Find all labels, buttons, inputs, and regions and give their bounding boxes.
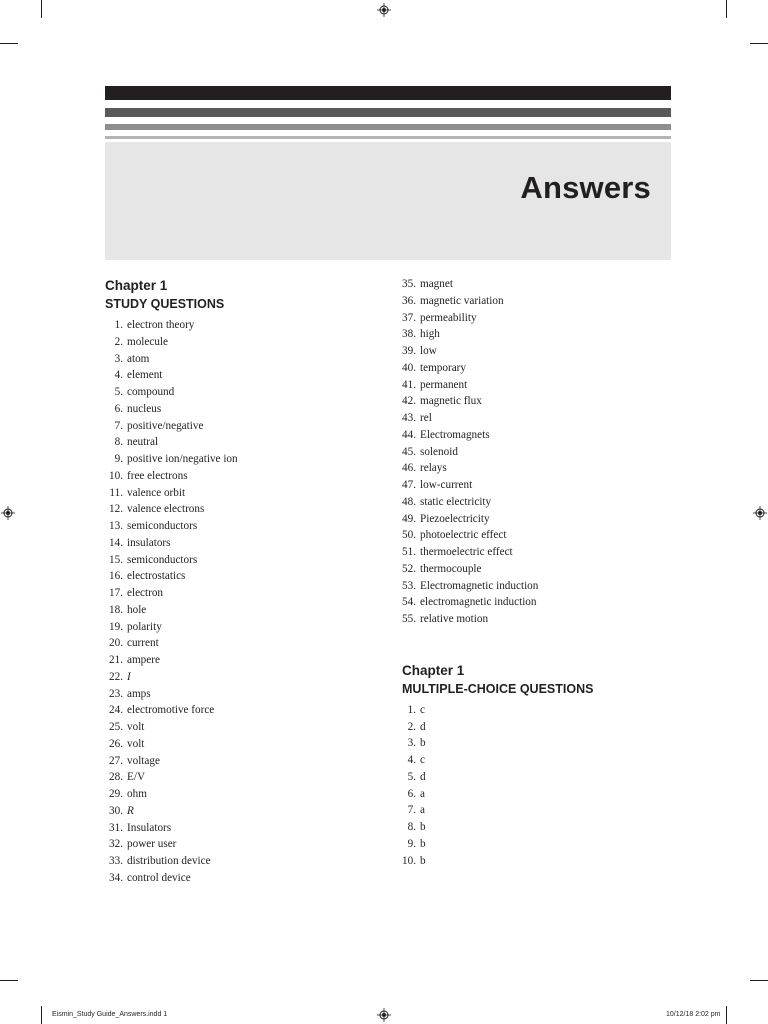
answer-item: [398, 343, 593, 360]
answer-item: [105, 552, 238, 569]
answer-number: 7.: [114, 419, 123, 432]
answer-number: 9.: [407, 837, 416, 850]
answer-text: permeability: [420, 311, 477, 324]
answer-item: [105, 418, 238, 435]
registration-mark-icon: [753, 506, 767, 520]
crop-mark: [41, 1006, 42, 1024]
section-heading: STUDY QUESTIONS: [105, 297, 225, 311]
answer-item: [398, 293, 593, 310]
answer-text: electromagnetic induction: [420, 596, 537, 609]
answer-item: [398, 460, 593, 477]
date-slug: 10/12/18 2:02 pm: [666, 1011, 721, 1018]
answer-item: [398, 444, 593, 461]
answer-item: [398, 544, 593, 561]
crop-mark: [0, 980, 18, 981]
study-answers-list: [105, 317, 238, 887]
answer-item: [105, 803, 238, 820]
answer-number: 35.: [402, 278, 416, 290]
answer-number: 52.: [402, 562, 416, 575]
answer-number: 55.: [402, 613, 416, 625]
answer-number: 3.: [407, 737, 416, 750]
answer-text: volt: [127, 721, 145, 733]
answer-number: 9.: [114, 453, 123, 465]
answer-item: [105, 686, 238, 703]
answer-number: 24.: [109, 704, 123, 717]
answer-item: [398, 494, 593, 511]
answer-item: [398, 769, 593, 786]
answer-text: a: [420, 804, 425, 817]
answer-text: permanent: [420, 378, 468, 391]
answer-item: [105, 451, 238, 468]
answer-item: [105, 652, 238, 669]
answer-item: [398, 561, 593, 578]
answer-number: 18.: [109, 603, 123, 616]
answer-number: 2.: [407, 720, 416, 733]
answer-item: [398, 360, 593, 377]
answer-item: [398, 310, 593, 327]
study-answers-list-continued: [398, 276, 593, 628]
header-band-dark: [105, 86, 671, 100]
answer-number: 45.: [402, 445, 416, 458]
answer-number: 31.: [109, 821, 123, 834]
answer-item: [398, 527, 593, 544]
crop-mark: [750, 43, 768, 44]
answer-number: 36.: [402, 294, 416, 307]
answer-number: 10.: [402, 854, 416, 867]
answer-text: voltage: [127, 754, 160, 767]
registration-mark-icon: [377, 3, 391, 17]
answer-text: low: [420, 345, 437, 357]
answer-item: [398, 752, 593, 769]
answer-number: 5.: [114, 386, 123, 398]
answer-number: 26.: [109, 737, 123, 750]
chapter-heading: Chapter 1: [105, 278, 168, 293]
crop-mark: [750, 980, 768, 981]
answer-number: 28.: [109, 771, 123, 784]
answer-number: 22.: [109, 670, 123, 683]
answer-text: E/V: [127, 771, 146, 784]
answer-item: [105, 619, 238, 636]
answer-item: [105, 719, 238, 736]
answer-text: magnetic variation: [420, 294, 504, 307]
answer-text: ampere: [127, 654, 160, 666]
answer-number: 38.: [402, 328, 416, 341]
answer-text: Insulators: [127, 821, 172, 834]
answer-number: 44.: [402, 428, 416, 441]
answer-text: c: [420, 754, 425, 766]
mc-section: [398, 661, 593, 870]
answer-text: semiconductors: [127, 520, 198, 532]
header-band-medium: [105, 108, 671, 117]
answer-text: thermoelectric effect: [420, 546, 513, 558]
answer-item: [105, 351, 238, 368]
answer-number: 54.: [402, 596, 416, 609]
answer-text: positive ion/negative ion: [127, 453, 238, 465]
answer-item: [398, 702, 593, 719]
answer-number: 43.: [402, 412, 416, 424]
answer-text: b: [420, 837, 426, 850]
answer-item: [398, 719, 593, 736]
answer-text: hole: [127, 603, 147, 616]
answer-number: 17.: [109, 587, 123, 599]
answer-item: [105, 585, 238, 602]
answer-number: 48.: [402, 495, 416, 508]
answer-number: 27.: [109, 754, 123, 767]
answer-number: 2.: [114, 335, 123, 348]
answer-text: volt: [127, 737, 145, 750]
answer-item: [398, 477, 593, 494]
answer-item: [105, 786, 238, 803]
answer-item: [398, 802, 593, 819]
answer-text: molecule: [127, 335, 169, 348]
answer-text: nucleus: [127, 402, 162, 415]
answer-text: current: [127, 637, 159, 650]
answer-text: a: [420, 787, 425, 800]
chapter-heading: Chapter 1: [402, 662, 465, 678]
answer-item: [105, 334, 238, 351]
answer-item: [105, 434, 238, 451]
answer-item: [105, 820, 238, 837]
answer-text: d: [420, 770, 426, 783]
answer-item: [398, 786, 593, 803]
answer-item: [398, 377, 593, 394]
answer-number: 19.: [109, 620, 123, 633]
answer-item: [398, 836, 593, 853]
answer-number: 6.: [114, 402, 123, 415]
right-column: [398, 276, 593, 869]
answer-number: 8.: [114, 436, 123, 449]
answer-item: [105, 635, 238, 652]
answer-text: magnetic flux: [420, 395, 482, 408]
answer-text: power user: [127, 838, 177, 851]
answer-number: 5.: [407, 770, 416, 783]
registration-mark-icon: [377, 1008, 391, 1022]
answer-number: 8.: [407, 821, 416, 833]
answer-text: thermocouple: [420, 562, 482, 575]
answer-text: compound: [127, 386, 175, 398]
answer-item: [105, 769, 238, 786]
answer-text: element: [127, 369, 163, 382]
answer-text: magnet: [420, 278, 453, 290]
answer-item: [398, 427, 593, 444]
answer-item: [105, 870, 238, 887]
answer-item: [105, 468, 238, 485]
answer-text: electromotive force: [127, 704, 215, 717]
answer-number: 39.: [402, 345, 416, 357]
answer-text: semiconductors: [127, 553, 198, 566]
answer-text: Electromagnetic induction: [420, 579, 539, 592]
answer-text: valence electrons: [127, 503, 205, 516]
answer-text: solenoid: [420, 445, 458, 458]
answer-number: 11.: [109, 486, 123, 499]
section-heading: MULTIPLE-CHOICE QUESTIONS: [402, 681, 594, 696]
answer-number: 1.: [114, 319, 123, 331]
crop-mark: [41, 0, 42, 18]
answer-item: [105, 367, 238, 384]
answer-number: 53.: [402, 579, 416, 592]
answer-item: [398, 611, 593, 628]
left-column: [105, 276, 238, 887]
answer-item: [398, 735, 593, 752]
answer-number: 12.: [109, 503, 123, 516]
answer-item: [105, 568, 238, 585]
registration-mark-icon: [1, 506, 15, 520]
answer-text: I: [127, 670, 131, 683]
answer-text: static electricity: [420, 495, 492, 508]
answer-text: atom: [127, 352, 150, 365]
answer-number: 30.: [109, 804, 123, 817]
answer-number: 6.: [407, 787, 416, 800]
answer-text: Piezoelectricity: [420, 512, 490, 525]
page-title: Answers: [520, 170, 651, 205]
answer-text: c: [420, 703, 425, 716]
answer-item: [398, 853, 593, 870]
answer-text: positive/negative: [127, 419, 204, 432]
answer-number: 37.: [402, 311, 416, 324]
answer-text: Electromagnets: [420, 428, 490, 441]
answer-number: 21.: [109, 654, 123, 666]
answer-number: 42.: [402, 395, 416, 408]
answer-item: [105, 401, 238, 418]
answer-text: b: [420, 737, 426, 750]
answer-number: 46.: [402, 462, 416, 475]
answer-item: [105, 384, 238, 401]
answer-text: neutral: [127, 436, 159, 449]
answer-number: 29.: [109, 788, 123, 800]
answer-number: 7.: [407, 804, 416, 817]
header-band-light: [105, 124, 671, 130]
mc-answers-list: [398, 702, 593, 870]
answer-text: b: [420, 854, 426, 867]
answer-text: electron: [127, 587, 164, 599]
answer-item: [105, 853, 238, 870]
crop-mark: [726, 1006, 727, 1024]
answer-text: relative motion: [420, 613, 489, 625]
answer-number: 20.: [109, 637, 123, 650]
answer-text: insulators: [127, 536, 171, 549]
answer-text: free electrons: [127, 469, 188, 482]
answer-text: b: [420, 821, 426, 833]
answer-item: [105, 518, 238, 535]
answer-number: 3.: [114, 352, 123, 365]
answer-item: [398, 410, 593, 427]
answer-item: [398, 276, 593, 293]
answer-number: 41.: [402, 378, 416, 391]
file-slug: Eismin_Study Guide_Answers.indd 1: [52, 1011, 168, 1018]
answer-item: [105, 702, 238, 719]
answer-item: [105, 501, 238, 518]
answer-item: [105, 602, 238, 619]
answer-number: 4.: [114, 369, 123, 382]
answer-text: electron theory: [127, 319, 195, 331]
answer-text: amps: [127, 687, 151, 700]
answer-item: [105, 485, 238, 502]
answer-number: 33.: [109, 855, 123, 867]
answer-text: ohm: [127, 788, 147, 800]
header-band-pale: [105, 136, 671, 139]
answer-number: 13.: [109, 520, 123, 532]
answer-text: electrostatics: [127, 570, 186, 583]
answer-text: valence orbit: [127, 486, 186, 499]
answer-number: 4.: [407, 754, 416, 766]
answer-text: low-current: [420, 479, 473, 491]
answer-item: [105, 317, 238, 334]
answer-item: [398, 511, 593, 528]
answer-text: rel: [420, 412, 432, 424]
answer-number: 15.: [109, 553, 123, 566]
crop-mark: [726, 0, 727, 18]
answer-item: [398, 819, 593, 836]
answer-item: [105, 736, 238, 753]
answer-number: 25.: [109, 721, 123, 733]
answer-item: [398, 594, 593, 611]
title-box: [105, 142, 671, 260]
answer-text: d: [420, 720, 426, 733]
answer-item: [398, 326, 593, 343]
answer-item: [398, 578, 593, 595]
answer-number: 16.: [109, 570, 123, 583]
answer-text: high: [420, 328, 440, 341]
answer-number: 49.: [402, 512, 416, 525]
answer-text: R: [127, 804, 134, 817]
answer-text: control device: [127, 871, 191, 884]
answer-number: 23.: [109, 687, 123, 700]
answer-number: 40.: [402, 361, 416, 374]
answer-text: relays: [420, 462, 447, 475]
answer-item: [105, 753, 238, 770]
answer-text: distribution device: [127, 855, 211, 867]
answer-number: 1.: [407, 703, 416, 716]
answer-number: 47.: [402, 479, 416, 491]
answer-number: 14.: [109, 536, 123, 549]
answer-number: 34.: [109, 871, 123, 884]
answer-number: 10.: [109, 469, 123, 482]
answer-text: polarity: [127, 620, 162, 633]
answer-item: [105, 836, 238, 853]
answer-text: temporary: [420, 361, 466, 374]
answer-text: photoelectric effect: [420, 529, 507, 542]
crop-mark: [0, 43, 18, 44]
answer-number: 51.: [402, 546, 416, 558]
answer-item: [398, 393, 593, 410]
answer-item: [105, 669, 238, 686]
answer-item: [105, 535, 238, 552]
answer-number: 50.: [402, 529, 416, 542]
answer-number: 32.: [109, 838, 123, 851]
